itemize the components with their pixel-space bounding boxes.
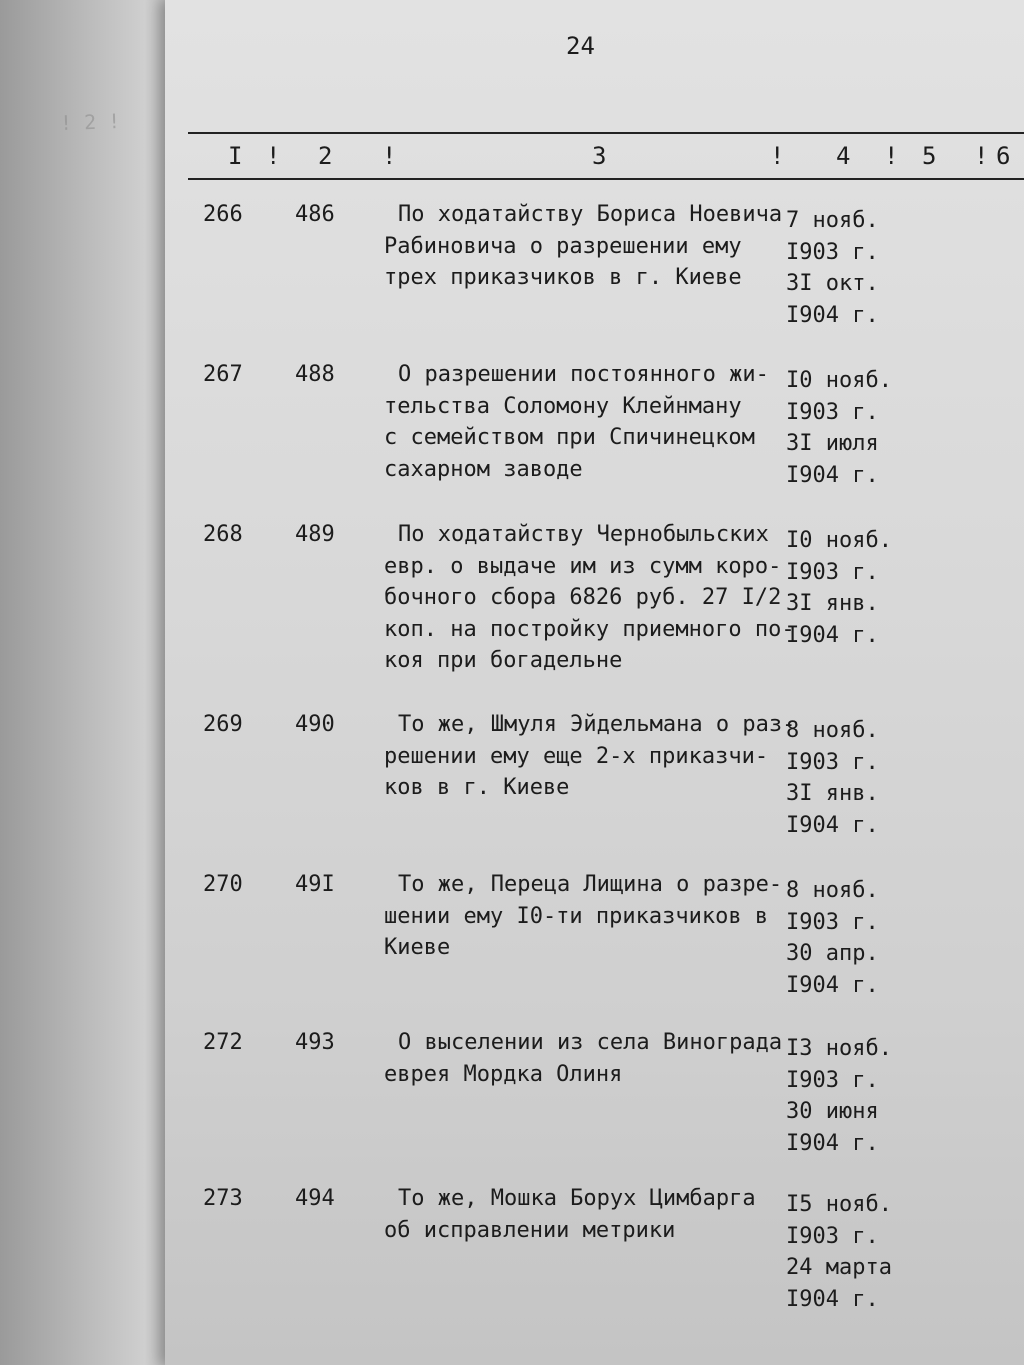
description-line: сахарном заводе xyxy=(384,456,583,482)
description-line: коя при богадельне xyxy=(384,648,623,673)
record-number: 269 xyxy=(203,712,243,737)
column-header: 5 xyxy=(922,142,937,170)
description-line: По ходатайству Чернобыльских xyxy=(398,522,769,547)
left-page-header-fragment: ! 2 ! xyxy=(59,108,121,136)
date-line: I5 нояб. xyxy=(786,1192,892,1217)
column-separator: ! xyxy=(974,142,989,170)
column-separator: ! xyxy=(382,142,397,170)
description-line: евр. о выдаче им из сумм коро- xyxy=(384,553,782,579)
description-line: бочного сбора 6826 руб. 27 I/2 xyxy=(384,585,782,610)
column-header: I xyxy=(228,142,243,170)
date-line: I903 г. xyxy=(786,559,879,585)
date-line: 7 нояб. xyxy=(786,208,879,233)
date-line: 24 марта xyxy=(786,1255,892,1280)
description-line: ков в г. Киеве xyxy=(384,775,570,800)
file-number: 49I xyxy=(295,872,335,897)
record-number: 270 xyxy=(203,872,243,897)
column-separator: ! xyxy=(770,142,785,170)
description-line: По ходатайству Бориса Ноевича xyxy=(398,202,783,227)
date-line: I903 г. xyxy=(786,1223,879,1249)
record-number: 273 xyxy=(203,1186,243,1211)
date-line: I3 нояб. xyxy=(786,1036,892,1061)
date-line: I904 г. xyxy=(786,302,879,328)
date-line: 8 нояб. xyxy=(786,718,879,743)
description-line: Рабиновича о разрешении ему xyxy=(384,233,742,259)
date-line: 30 апр. xyxy=(786,941,879,966)
description-line: трех приказчиков в г. Киеве xyxy=(384,265,742,290)
description-line: То же, Переца Лищина о разре- xyxy=(398,872,783,897)
file-number: 489 xyxy=(295,522,335,547)
column-separator: ! xyxy=(266,142,281,170)
description-line: еврея Мордка Олиня xyxy=(384,1061,623,1087)
file-number: 488 xyxy=(295,362,335,387)
description-line: Киеве xyxy=(384,935,451,960)
date-line: I904 г. xyxy=(786,1130,879,1156)
record-number: 266 xyxy=(203,202,243,227)
description-line: об исправлении метрики xyxy=(384,1217,676,1243)
date-line: 30 июня xyxy=(786,1099,879,1124)
description-line: О разрешении постоянного жи- xyxy=(398,362,769,387)
column-header: 2 xyxy=(318,142,333,170)
date-line: I904 г. xyxy=(786,972,879,998)
date-line: I904 г. xyxy=(786,1286,879,1312)
date-line: I904 г. xyxy=(786,462,879,488)
file-number: 494 xyxy=(295,1186,335,1211)
column-header: 3 xyxy=(592,142,607,170)
date-line: I904 г. xyxy=(786,812,879,838)
description-line: тельства Соломону Клейнману xyxy=(384,393,742,419)
column-header: 6 xyxy=(996,142,1011,170)
description-line: решении ему еще 2-х приказчи- xyxy=(384,743,769,769)
date-line: 3I июля xyxy=(786,431,879,456)
date-line: I903 г. xyxy=(786,909,879,935)
date-line: 3I окт. xyxy=(786,271,879,296)
date-line: 3I янв. xyxy=(786,781,879,806)
date-line: I903 г. xyxy=(786,399,879,425)
column-separator: ! xyxy=(884,142,899,170)
file-number: 493 xyxy=(295,1030,335,1055)
description-line: То же, Шмуля Эйдельмана о раз- xyxy=(398,712,796,737)
description-line: с семейством при Спичинецком xyxy=(384,425,755,450)
file-number: 486 xyxy=(295,202,335,227)
description-line: То же, Мошка Борух Цимбарга xyxy=(398,1186,756,1211)
file-number: 490 xyxy=(295,712,335,737)
record-number: 272 xyxy=(203,1030,243,1055)
date-line: I904 г. xyxy=(786,622,879,648)
description-line: шении ему I0-ти приказчиков в xyxy=(384,903,769,929)
left-page-edge xyxy=(0,0,170,1365)
date-line: I0 нояб. xyxy=(786,368,892,393)
page-number: 24 xyxy=(566,32,595,60)
date-line: 3I янв. xyxy=(786,591,879,616)
header-top-rule xyxy=(188,132,1024,134)
date-line: I903 г. xyxy=(786,1067,879,1093)
description-line: коп. на постройку приемного по- xyxy=(384,616,795,642)
column-header: 4 xyxy=(836,142,851,170)
date-line: I903 г. xyxy=(786,239,879,265)
record-number: 268 xyxy=(203,522,243,547)
date-line: I0 нояб. xyxy=(786,528,892,553)
description-line: О выселении из села Винограда xyxy=(398,1030,783,1055)
date-line: I903 г. xyxy=(786,749,879,775)
date-line: 8 нояб. xyxy=(786,878,879,903)
header-bottom-rule xyxy=(188,178,1024,180)
record-number: 267 xyxy=(203,362,243,387)
